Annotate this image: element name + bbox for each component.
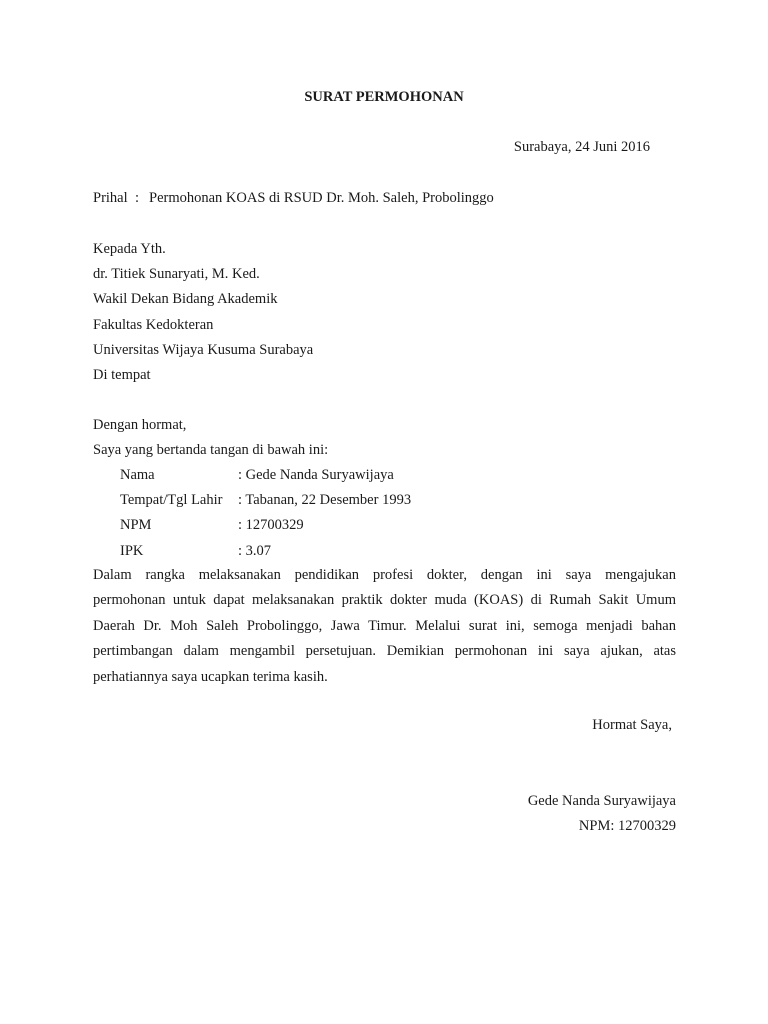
closing: Hormat Saya, [592, 717, 672, 733]
identity-value: : Tabanan, 22 Desember 1993 [238, 492, 412, 509]
recipient-line: Kepada Yth. [93, 241, 166, 257]
subject-label: Prihal [93, 190, 128, 206]
identity-value: : Gede Nanda Suryawijaya [238, 467, 394, 483]
recipient-line: Fakultas Kedokteran [93, 316, 214, 333]
body-line: perhatiannya saya ucapkan terima kasih. [93, 668, 328, 685]
identity-value: : 3.07 [238, 542, 272, 559]
identity-row [120, 513, 411, 538]
letter-title: SURAT PERMOHONAN [304, 89, 464, 105]
identity-key: Tempat/Tgl Lahir [120, 492, 223, 509]
identity-table [120, 463, 411, 564]
subject-line [93, 188, 494, 208]
recipient-line: Universitas Wijaya Kusuma Surabaya [93, 341, 314, 358]
recipient-line: dr. Titiek Sunaryati, M. Ked. [93, 266, 260, 283]
subject-text: Permohonan KOAS di RSUD Dr. Moh. Saleh, Probolinggo [149, 190, 494, 206]
signature-name: Gede Nanda Suryawijaya [527, 793, 676, 809]
signature-npm: NPM: 12700329 [578, 818, 676, 834]
identity-row [120, 463, 411, 488]
subject-separator: : [135, 190, 140, 206]
body-paragraph [93, 563, 676, 690]
recipient-block [93, 237, 313, 388]
identity-key: NPM [120, 517, 152, 534]
recipient-line: Di tempat [93, 366, 151, 383]
intro-line: Saya yang bertanda tangan di bawah ini: [93, 442, 329, 459]
identity-row [120, 488, 411, 513]
recipient-line: Wakil Dekan Bidang Akademik [93, 291, 278, 308]
place-date: Surabaya, 24 Juni 2016 [513, 139, 650, 155]
body-line: Dalam rangka melaksanakan pendidikan profesi dokter, dengan ini saya mengajukan [93, 567, 676, 583]
salutation: Dengan hormat, [93, 417, 187, 433]
identity-key: Nama [120, 467, 155, 483]
identity-row [120, 539, 411, 564]
greeting-block [93, 413, 328, 463]
identity-key: IPK [120, 542, 144, 559]
body-line: pertimbangan dalam mengambil persetujuan. Demikian permohonan ini saya ajukan, atas [93, 643, 676, 660]
identity-value: : 12700329 [238, 517, 304, 534]
body-line: permohonan untuk dapat melaksanakan praktik dokter muda (KOAS) di Rumah Sakit Umum [93, 592, 676, 609]
body-line: Daerah Dr. Moh Saleh Probolinggo, Jawa Timur. Melalui surat ini, semoga menjadi bahan [93, 617, 676, 634]
